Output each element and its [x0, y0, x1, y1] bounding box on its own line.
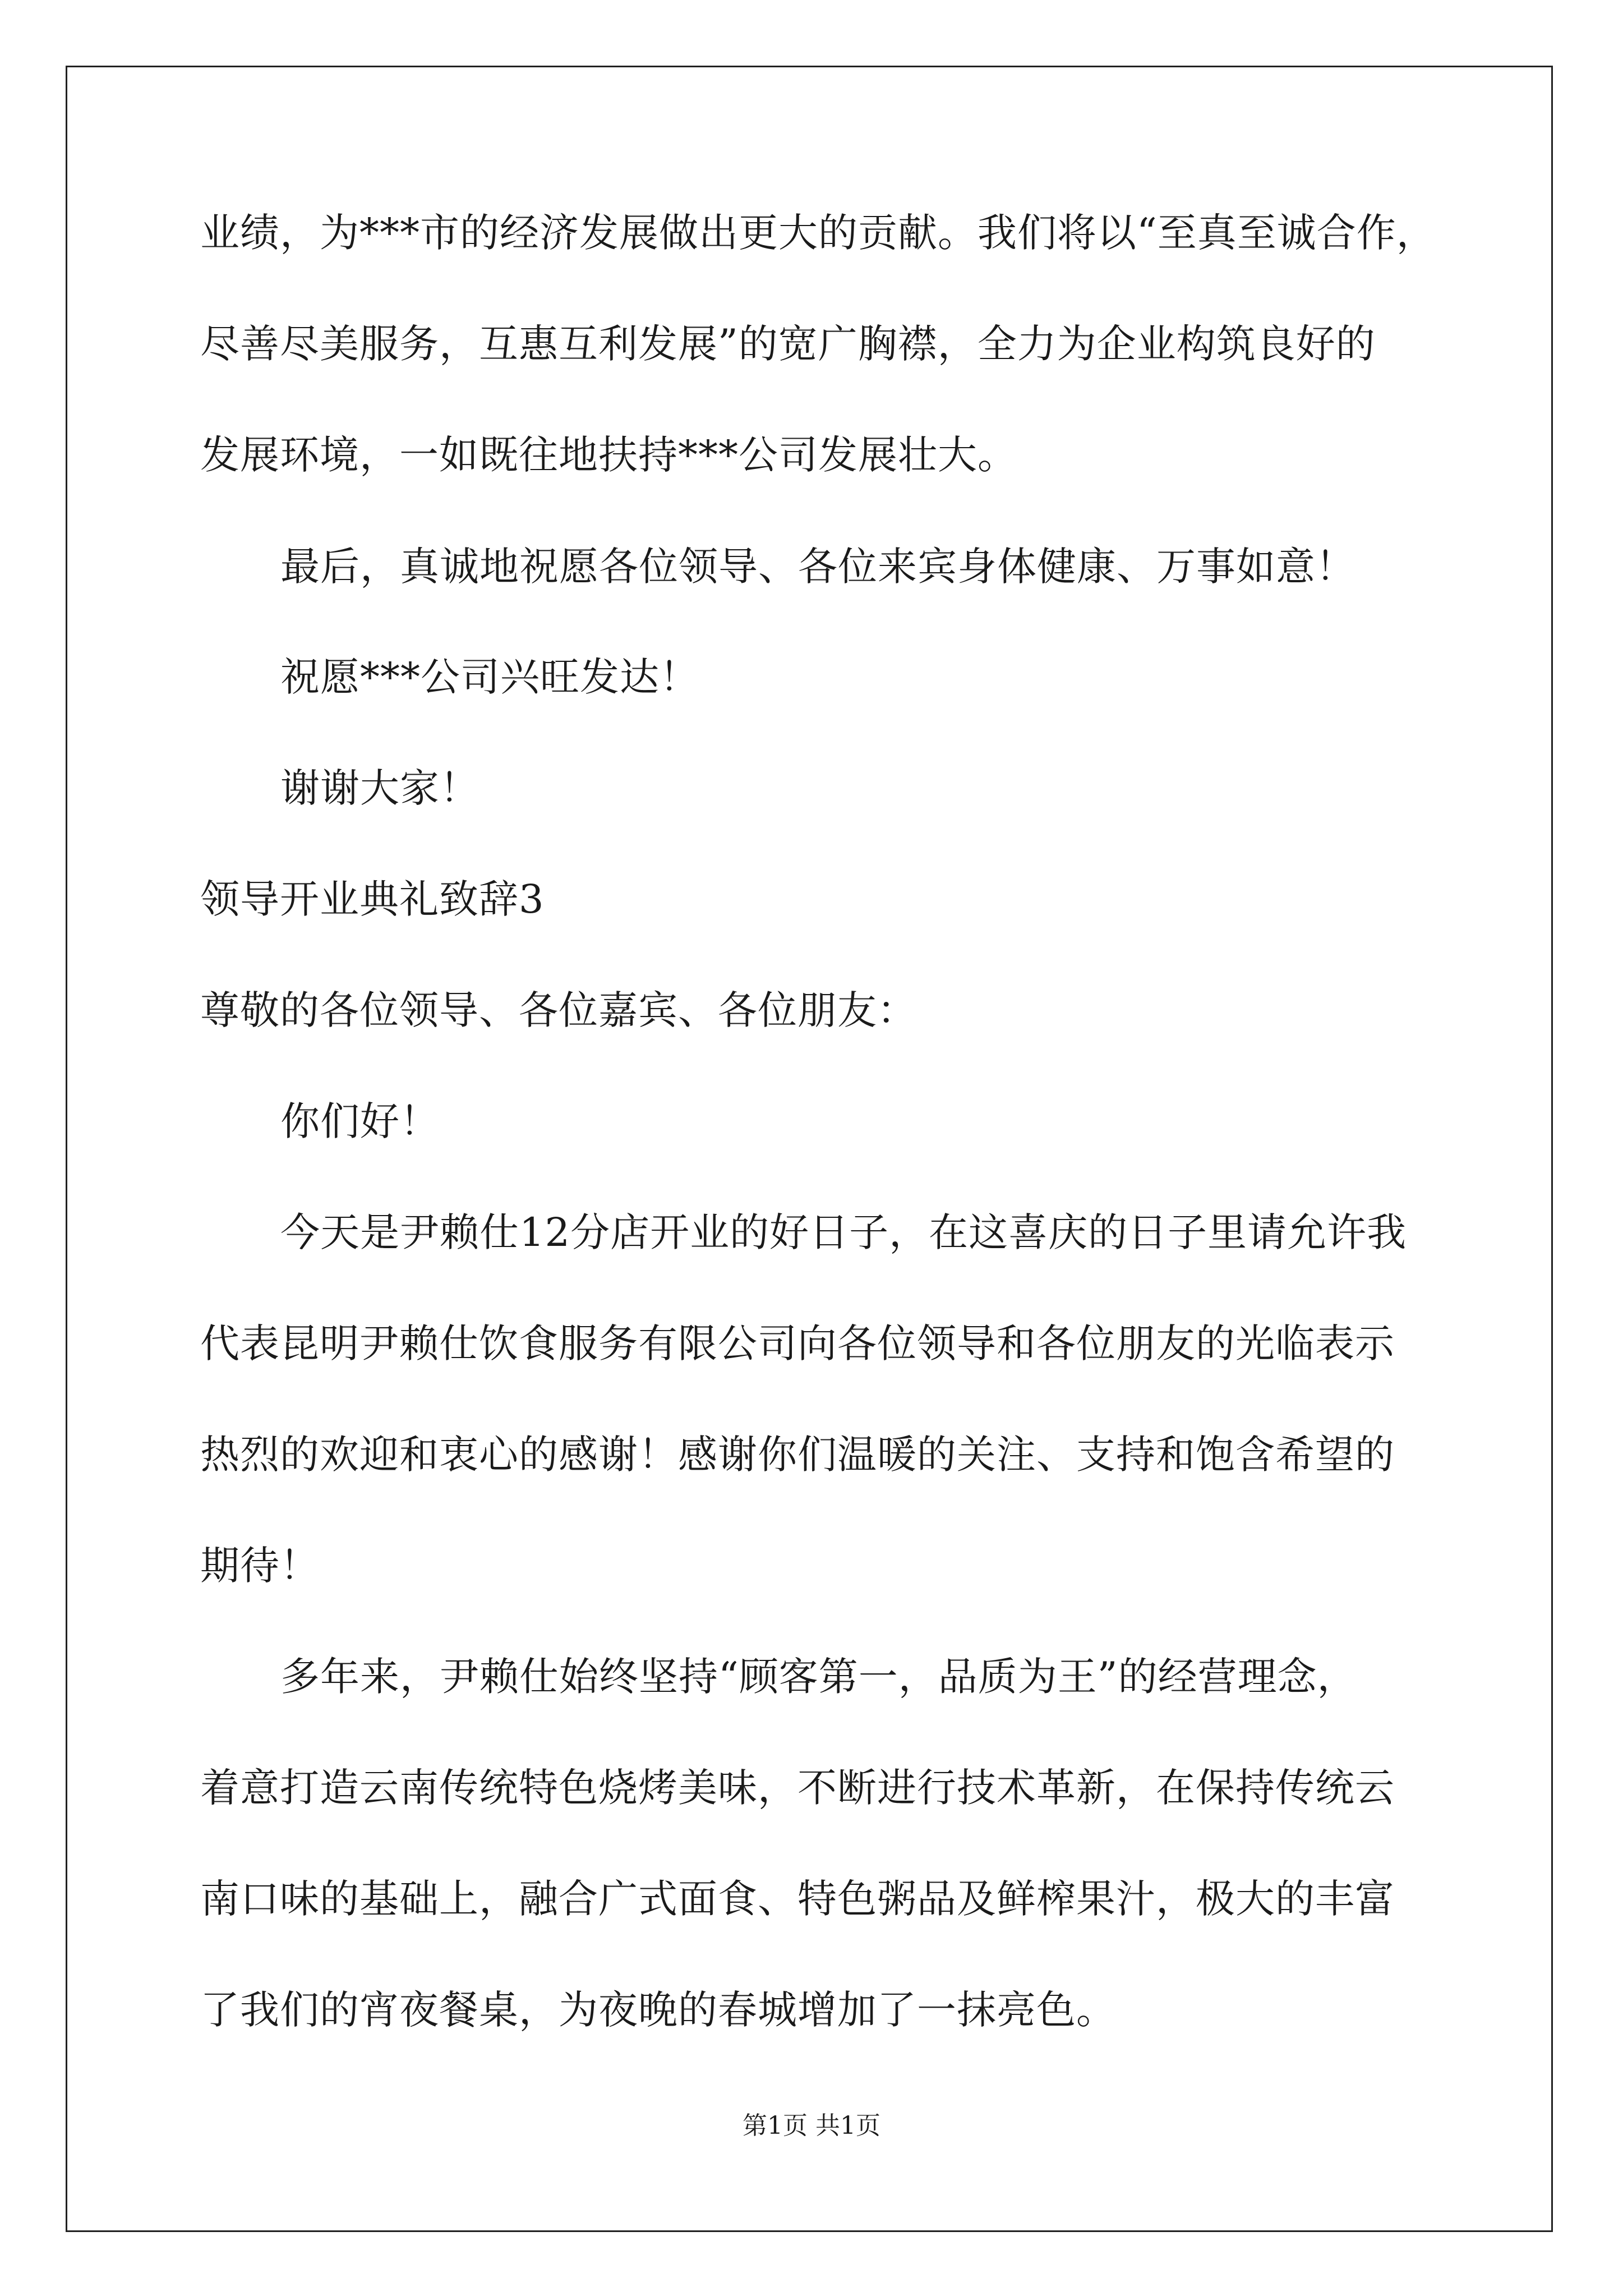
text-line: 谢谢大家！: [280, 765, 479, 811]
page-number: 第1页 共1页: [743, 2111, 880, 2140]
text-line: 代表昆明尹赖仕饮食服务有限公司向各位领导和各位朋友的光临表示: [200, 1320, 1395, 1366]
text-line: 热烈的欢迎和衷心的感谢！感谢你们温暖的关注、支持和饱含希望的: [200, 1432, 1395, 1478]
text-line: 期待！: [200, 1543, 320, 1589]
text-line: 着意打造云南传统特色烧烤美味，不断进行技术革新，在保持传统云: [200, 1765, 1395, 1811]
salutation: 尊敬的各位领导、各位嘉宾、各位朋友：: [200, 987, 917, 1033]
text-line: 祝愿***公司兴旺发达！: [280, 654, 699, 700]
text-line: 今天是尹赖仕12分店开业的好日子，在这喜庆的日子里请允许我: [280, 1209, 1407, 1255]
text-line: 发展环境，一如既往地扶持***公司发展壮大。: [200, 432, 1017, 478]
section-heading: 领导开业典礼致辞3: [200, 876, 545, 922]
greeting: 你们好！: [280, 1098, 440, 1144]
text-line: 多年来，尹赖仕始终坚持“顾客第一，品质为王”的经营理念，: [280, 1654, 1357, 1700]
text-line: 南口味的基础上，融合广式面食、特色粥品及鲜榨果汁，极大的丰富: [200, 1876, 1395, 1922]
text-line: 了我们的宵夜餐桌，为夜晚的春城增加了一抹亮色。: [200, 1987, 1116, 2033]
text-line: 尽善尽美服务，互惠互利发展”的宽广胸襟，全力为企业构筑良好的: [200, 321, 1376, 367]
text-line: 业绩，为***市的经济发展做出更大的贡献。我们将以“至真至诚合作，: [200, 210, 1436, 256]
text-line: 最后，真诚地祝愿各位领导、各位来宾身体健康、万事如意！: [280, 544, 1355, 590]
